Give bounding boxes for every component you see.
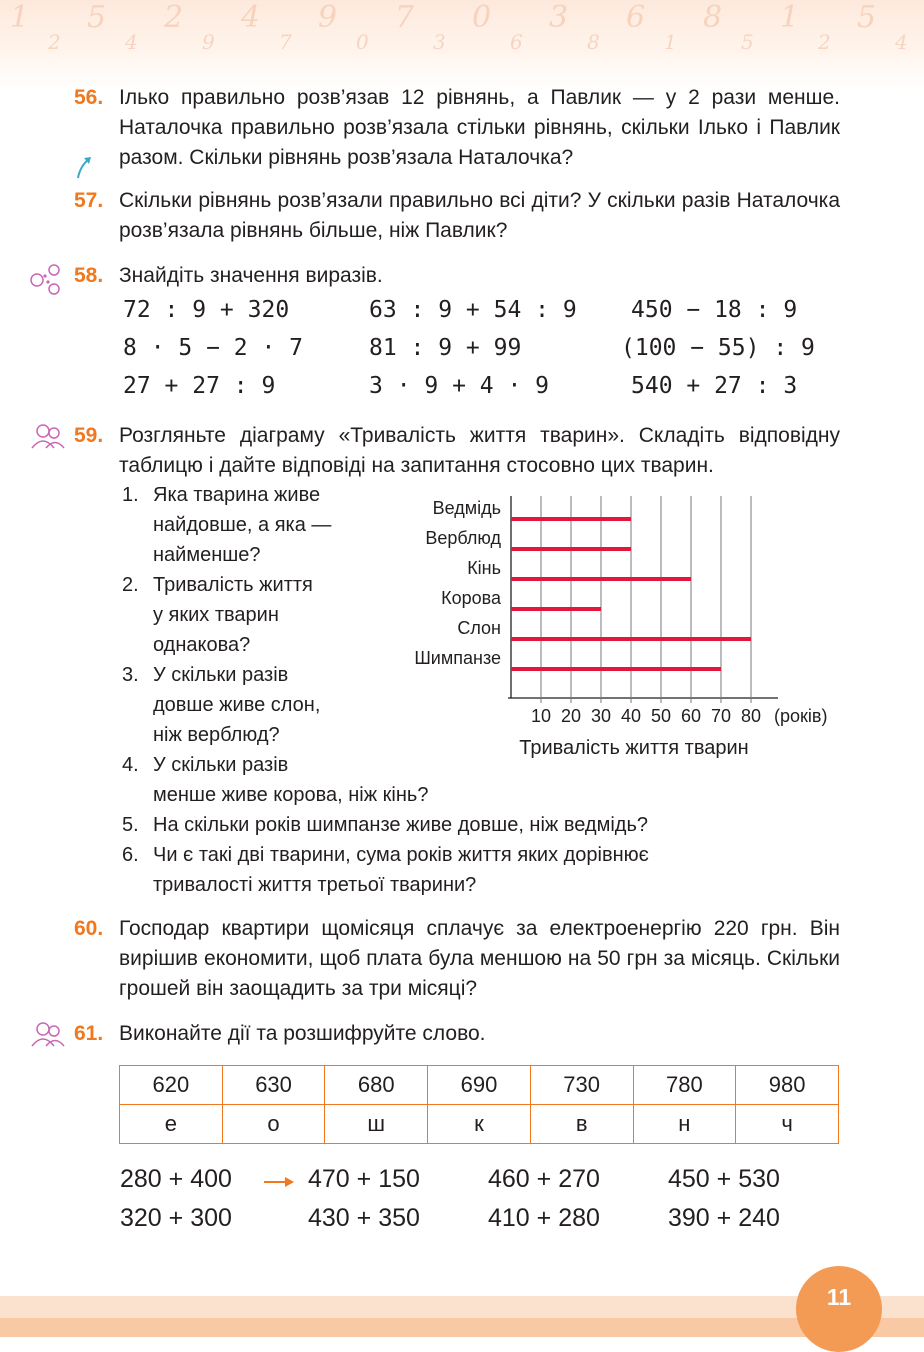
expression: 8 · 5 − 2 · 7 <box>123 335 304 361</box>
category-label: Шимпанзе <box>414 648 501 668</box>
decorative-digit: 4 <box>125 30 138 54</box>
people-icon <box>30 422 66 450</box>
question-number: 3. <box>122 664 139 686</box>
expression: 3 · 9 + 4 · 9 <box>369 373 550 399</box>
cipher-table <box>119 1065 839 1144</box>
task-text: Виконайте дії та розшифруйте слово. <box>119 1022 486 1045</box>
people-icon <box>30 1020 66 1048</box>
decorative-digit: 1 <box>664 30 677 54</box>
task-text: Ілько правильно розв’язав 12 рівнянь, а Павлик — у 2 рази менше. Наталочка правильно розв’язала стільки рівнянь, скільки Ілько і Павлик разом. Скільки рівнянь розв’язала Наталочка? <box>119 86 840 169</box>
question-number: 5. <box>122 814 139 836</box>
page-number: 11 <box>796 1266 882 1352</box>
cipher-letter: ч <box>736 1105 839 1144</box>
question-number: 4. <box>122 754 139 776</box>
decorative-digit: 2 <box>48 30 61 54</box>
cipher-letter: к <box>428 1105 531 1144</box>
question-line: найменше? <box>153 544 261 566</box>
tick-label: 30 <box>590 706 612 726</box>
decorative-digit: 8 <box>587 30 600 54</box>
expression: 540 + 27 : 3 <box>631 373 798 399</box>
task-text: Скільки рівнянь розв’язали правильно всі діти? У скільки разів Наталочка розв’язала рівнянь більше, ніж Павлик? <box>119 189 840 242</box>
chart-title: Тривалість життя тварин <box>519 737 749 759</box>
decorative-digit: 1 <box>780 0 800 35</box>
bottom-band <box>0 1318 924 1337</box>
task-61 <box>74 1019 840 1049</box>
sum-expression: 320 + 300 <box>120 1204 232 1232</box>
decorative-digit: 3 <box>549 0 569 35</box>
cipher-number: 620 <box>120 1066 223 1105</box>
axis-unit: (років) <box>774 706 828 726</box>
question-number: 1. <box>122 484 139 506</box>
table-row <box>120 1066 839 1105</box>
cipher-letter: н <box>633 1105 736 1144</box>
bar <box>511 667 721 671</box>
task-57 <box>74 186 840 246</box>
decorative-digit: 3 <box>433 30 446 54</box>
question-line: менше живе корова, ніж кінь? <box>153 784 429 806</box>
tick-label: 70 <box>710 706 732 726</box>
category-label: Кінь <box>467 558 501 578</box>
decorative-digit: 9 <box>202 30 215 54</box>
task-number: 61. <box>74 1022 104 1045</box>
task-60 <box>74 914 840 1004</box>
tick-label: 80 <box>740 706 762 726</box>
task-56 <box>74 83 840 173</box>
question-line: Чи є такі дві тварини, сума років життя яких дорівнює <box>153 844 649 866</box>
bar <box>511 517 631 521</box>
decorative-digit: 6 <box>626 0 646 35</box>
question-line: довше живе слон, <box>153 694 321 716</box>
cipher-number: 980 <box>736 1066 839 1105</box>
bar <box>511 547 631 551</box>
cipher-letter: в <box>530 1105 633 1144</box>
decorative-digit: 5 <box>857 0 877 35</box>
task-text: Господар квартири щомісяця сплачує за електроенергію 220 грн. Він вирішив економити, щоб плата була меншою на 50 грн за місяць. Скільки грошей він заощадить за три місяці? <box>119 917 840 1000</box>
bar <box>511 577 691 581</box>
cipher-number: 780 <box>633 1066 736 1105</box>
category-label: Корова <box>441 588 501 608</box>
tick-label: 60 <box>680 706 702 726</box>
decorative-digit: 2 <box>818 30 831 54</box>
question-line: ніж верблюд? <box>153 724 280 746</box>
sum-expression: 460 + 270 <box>488 1165 600 1193</box>
question-line: однакова? <box>153 634 251 656</box>
cipher-number: 730 <box>530 1066 633 1105</box>
decorative-digit: 0 <box>356 30 369 54</box>
cipher-letter: е <box>120 1105 223 1144</box>
category-label: Слон <box>457 618 501 638</box>
decorative-digit: 4 <box>241 0 261 35</box>
decorative-digit: 0 <box>472 0 492 35</box>
expression: 63 : 9 + 54 : 9 <box>369 297 577 323</box>
task-number: 57. <box>74 189 104 212</box>
expression: (100 − 55) : 9 <box>621 335 815 361</box>
task-number: 58. <box>74 264 104 287</box>
decorative-digit: 8 <box>703 0 723 35</box>
sum-expression: 280 + 400 <box>120 1165 232 1193</box>
task-number: 60. <box>74 917 104 940</box>
bar <box>511 637 751 641</box>
tick-label: 50 <box>650 706 672 726</box>
task-number: 59. <box>74 424 104 447</box>
cipher-letter: о <box>222 1105 325 1144</box>
decorative-digit: 1 <box>10 0 30 35</box>
cipher-number: 680 <box>325 1066 428 1105</box>
top-decoration <box>0 0 924 90</box>
decorative-digit: 6 <box>510 30 523 54</box>
bar <box>511 607 601 611</box>
category-label: Ведмідь <box>432 498 501 518</box>
decorative-digit: 5 <box>741 30 754 54</box>
task-59 <box>74 421 840 481</box>
question-line: Тривалість життя <box>153 574 313 596</box>
tick-label: 20 <box>560 706 582 726</box>
expression: 450 − 18 : 9 <box>631 297 798 323</box>
expression: 27 + 27 : 9 <box>123 373 276 399</box>
decorative-digit: 7 <box>279 30 292 54</box>
arrow-icon <box>74 154 94 180</box>
table-row <box>120 1105 839 1144</box>
task-number: 56. <box>74 86 104 109</box>
decorative-digit: 9 <box>318 0 338 35</box>
question-number: 2. <box>122 574 139 596</box>
decorative-digit: 7 <box>395 0 415 35</box>
cipher-letter: ш <box>325 1105 428 1144</box>
sum-expression: 450 + 530 <box>668 1165 780 1193</box>
cipher-number: 690 <box>428 1066 531 1105</box>
decorative-digit: 2 <box>164 0 184 35</box>
tick-label: 10 <box>530 706 552 726</box>
question-line: у яких тварин <box>153 604 279 626</box>
lifespan-chart <box>392 488 842 763</box>
question-line: У скільки разів <box>153 754 289 776</box>
category-label: Верблюд <box>425 528 501 548</box>
sum-expression: 430 + 350 <box>308 1204 420 1232</box>
question-line: тривалості життя третьої тварини? <box>153 874 477 896</box>
decorative-digit: 4 <box>895 30 908 54</box>
question-line: На скільки років шимпанзе живе довше, ніж ведмідь? <box>153 814 649 836</box>
sum-expression: 470 + 150 <box>308 1165 420 1193</box>
question-line: Яка тварина живе <box>153 484 321 506</box>
task-text: Розгляньте діаграму «Тривалість життя тварин». Складіть відповідну таблицю і дайте відповіді на запитання стосовно цих тварин. <box>119 424 840 477</box>
cipher-number: 630 <box>222 1066 325 1105</box>
question-line: У скільки разів <box>153 664 289 686</box>
sum-expression: 390 + 240 <box>668 1204 780 1232</box>
tick-label: 40 <box>620 706 642 726</box>
task-58 <box>74 261 840 291</box>
sum-expression: 410 + 280 <box>488 1204 600 1232</box>
circles-icon <box>28 262 64 296</box>
task-text: Знайдіть значення виразів. <box>119 264 383 287</box>
arrow-right-icon <box>263 1175 295 1189</box>
question-line: найдовше, а яка — <box>153 514 332 536</box>
expression: 81 : 9 + 99 <box>369 335 522 361</box>
expression: 72 : 9 + 320 <box>123 297 290 323</box>
question-number: 6. <box>122 844 139 866</box>
decorative-digit: 5 <box>87 0 107 35</box>
